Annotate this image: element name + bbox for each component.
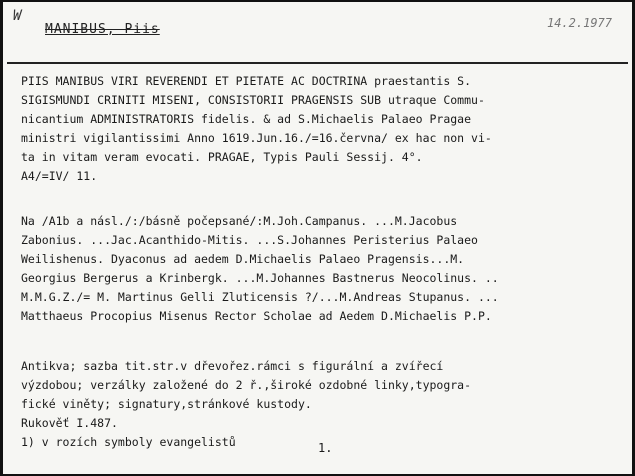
card-date: 14.2.1977	[546, 16, 612, 30]
title-transcription	[21, 72, 621, 186]
text-line: PIIS MANIBUS VIRI REVERENDI ET PIETATE AC DOCTRINA praestantis S.	[21, 74, 472, 88]
corner-mark: W	[13, 8, 22, 24]
text-line: Antikva; sazba tit.str.v dřevořez.rámci s figurální a zvířecí	[21, 359, 444, 373]
text-line: ministri vigilantissimi Anno 1619.Jun.16./=16.června/ ex hac non vi-	[21, 131, 492, 145]
text-line: Matthaeus Procopius Misenus Rector Scholae ad Aedem D.Michaelis P.P.	[21, 309, 492, 323]
text-line: Zabonius. ...Jac.Acanthido-Mitis. ...S.Johannes Peristerius Palaeo	[21, 233, 478, 247]
text-line: ta in vitam veram evocati. PRAGAE, Typis Pauli Sessij. 4°.	[21, 150, 423, 164]
card-heading: MANIBUS, Piis	[45, 22, 160, 37]
text-line: výzdobou; verzálky založené do 2 ř.,široké ozdobné linky,typogra-	[21, 378, 472, 392]
header-rule	[7, 62, 628, 64]
text-line: Weilishenus. Dyaconus ad aedem D.Michaelis Palaeo Pragensis...M.	[21, 252, 465, 266]
text-line: Rukověť I.487.	[21, 416, 118, 430]
text-line: A4/=IV/ 11.	[21, 169, 98, 183]
text-line: SIGISMUNDI CRINITI MISENI, CONSISTORII PRAGENSIS SUB utraque Commu-	[21, 93, 485, 107]
text-line: Georgius Bergerus a Krinbergk. ...M.Johannes Bastnerus Neocolinus. ..	[21, 271, 499, 285]
contributors-note	[21, 212, 621, 326]
text-line: Na /A1b a násl./:/básně počepsané/:M.Joh.Campanus. ...M.Jacobus	[21, 214, 458, 228]
text-line: fické viněty; signatury,stránkové kustody.	[21, 397, 312, 411]
description-note	[21, 357, 621, 452]
footnote: 1) v rozích symboly evangelistů	[21, 435, 236, 449]
page-signature: 1.	[318, 441, 333, 455]
text-line: M.M.G.Z./= M. Martinus Gelli Zluticensis ?/...M.Andreas Stupanus. ...	[21, 290, 499, 304]
text-line: nicantium ADMINISTRATORIS fidelis. & ad S.Michaelis Palaeo Pragae	[21, 112, 472, 126]
